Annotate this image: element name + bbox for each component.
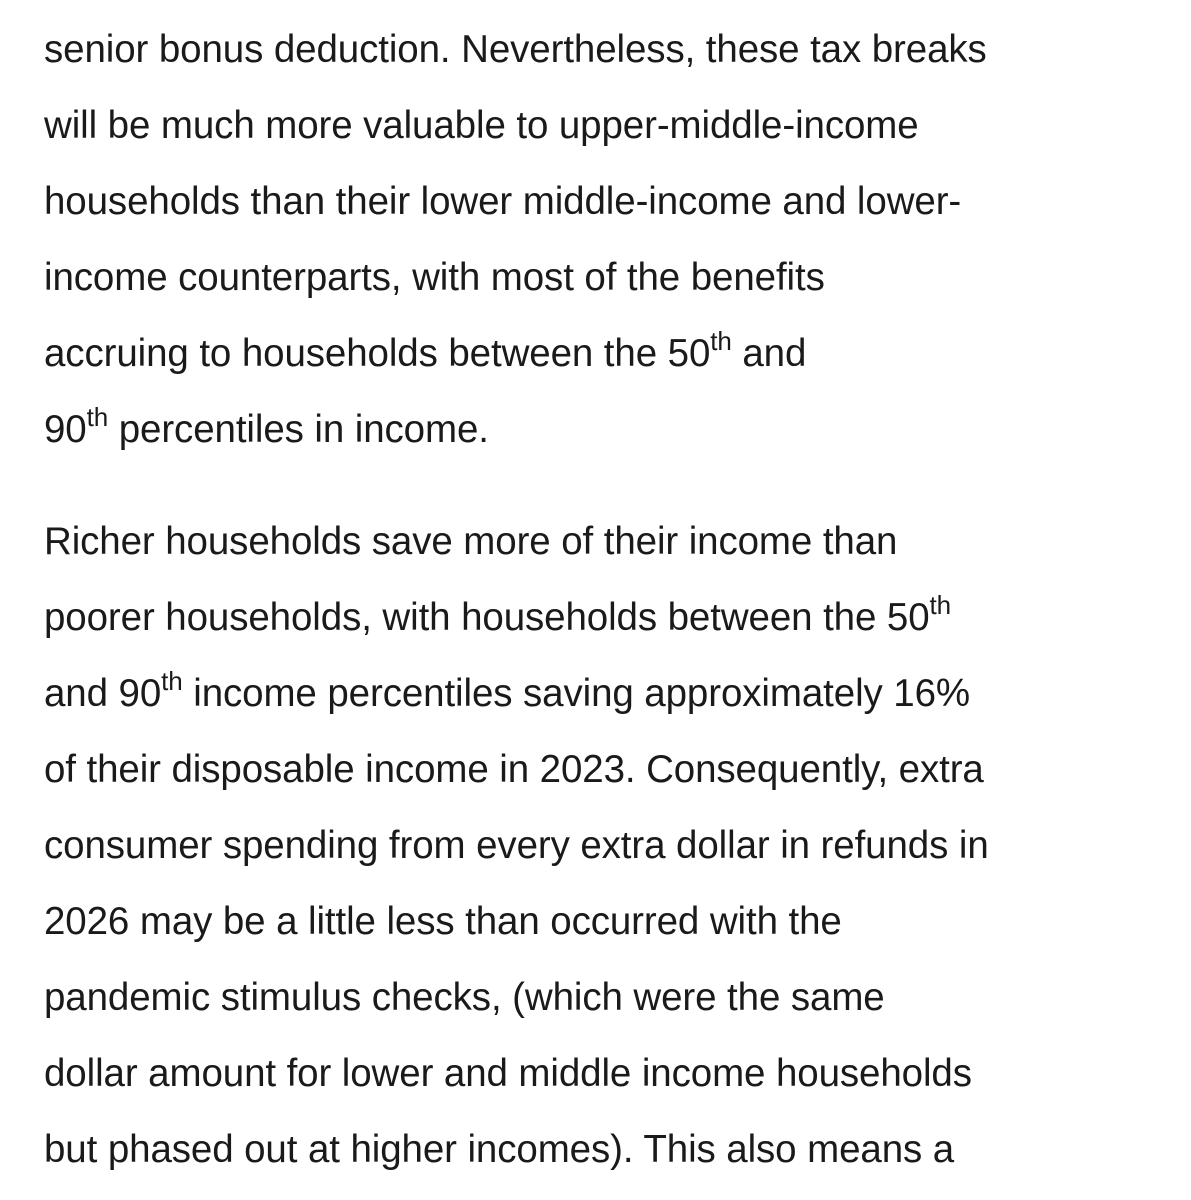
text-run: accruing to households between the 50: [44, 332, 711, 375]
text-line: [44, 316, 1164, 392]
paragraph-2: [44, 504, 1164, 1188]
text-run: dollar amount for lower and middle income households: [44, 1052, 972, 1095]
text-line: [44, 504, 1164, 580]
ordinal-superscript: th: [161, 666, 183, 697]
text-run: and: [731, 332, 807, 375]
text-run: income percentiles saving approximately 16%: [182, 672, 971, 715]
text-run: senior bonus deduction. Nevertheless, these tax breaks: [44, 28, 987, 71]
text-run: consumer spending from every extra dollar in refunds in: [44, 824, 989, 867]
text-line: [44, 580, 1164, 656]
text-run: and 90: [44, 672, 162, 715]
text-line: [44, 240, 1164, 316]
text-run: poorer households, with households between the 50: [44, 596, 930, 639]
text-line: [44, 88, 1164, 164]
text-line: [44, 884, 1164, 960]
text-run: Richer households save more of their income than: [44, 520, 898, 563]
ordinal-superscript: th: [929, 590, 951, 621]
text-line: [44, 808, 1164, 884]
text-run: 90: [44, 408, 87, 451]
text-line: [44, 1112, 1164, 1188]
text-run: pandemic stimulus checks, (which were the same: [44, 976, 885, 1019]
article-body: [44, 12, 1164, 1188]
text-run: 2026 may be a little less than occurred with the: [44, 900, 842, 943]
paragraph-spacer: [44, 468, 1164, 504]
text-line: [44, 1036, 1164, 1112]
text-line: [44, 732, 1164, 808]
text-run: income counterparts, with most of the benefits: [44, 256, 825, 299]
text-line: [44, 960, 1164, 1036]
text-line: [44, 12, 1164, 88]
text-run: households than their lower middle-income and lower-: [44, 180, 962, 223]
text-line: [44, 656, 1164, 732]
text-run: will be much more valuable to upper-middle-income: [44, 104, 919, 147]
text-run: percentiles in income.: [108, 408, 489, 451]
ordinal-superscript: th: [710, 326, 732, 357]
text-line: [44, 164, 1164, 240]
text-run: but phased out at higher incomes). This also means a: [44, 1128, 955, 1171]
text-line: [44, 392, 1164, 468]
ordinal-superscript: th: [86, 402, 109, 433]
text-run: of their disposable income in 2023. Consequently, extra: [44, 748, 984, 791]
paragraph-1: [44, 12, 1164, 468]
